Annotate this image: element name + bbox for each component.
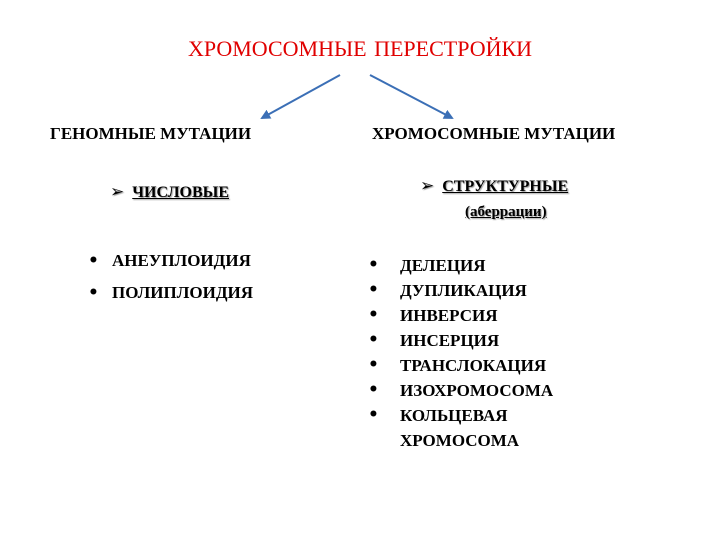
arrow-to-right-icon — [370, 75, 452, 118]
bullet-icon: • — [88, 251, 99, 271]
list-item: • ИЗОХРОМОСОМА — [368, 378, 570, 403]
left-subheading-label: ЧИСЛОВЫЕ — [132, 184, 230, 201]
right-subheading-label: СТРУКТУРНЫЕ — [442, 178, 569, 195]
arrow-to-left-icon — [262, 75, 340, 118]
list-item: • ДУПЛИКАЦИЯ — [368, 278, 570, 303]
list-item: • АНЕУПЛОИДИЯ — [88, 251, 251, 271]
diagram-title: ХРОМОСОМНЫЕ ПЕРЕСТРОЙКИ — [187, 36, 533, 61]
list-item: • ПОЛИПЛОИДИЯ — [88, 283, 254, 303]
left-heading: ГЕНОМНЫЕ МУТАЦИИ — [50, 124, 252, 143]
bullet-icon: • — [368, 380, 379, 400]
list-item: • ИНВЕРСИЯ — [368, 303, 570, 328]
bullet-icon: • — [368, 405, 379, 425]
right-list — [368, 253, 570, 453]
list-item: • КОЛЬЦЕВАЯ ХРОМОСОМА — [368, 405, 520, 450]
bullet-icon: • — [368, 255, 379, 275]
left-list — [88, 251, 253, 315]
list-item: • ДЕЛЕЦИЯ — [368, 253, 570, 278]
arrowhead-icon: ➢ — [110, 182, 125, 202]
right-subheading — [420, 176, 568, 196]
list-item: • ТРАНСЛОКАЦИЯ — [368, 353, 570, 378]
left-subheading — [110, 182, 229, 202]
bullet-icon: • — [368, 355, 379, 375]
bullet-icon: • — [368, 330, 379, 350]
list-item: • ИНСЕРЦИЯ — [368, 328, 570, 353]
arrowhead-icon: ➢ — [420, 176, 435, 196]
right-heading: ХРОМОСОМНЫЕ МУТАЦИИ — [372, 124, 616, 143]
bullet-icon: • — [368, 280, 379, 300]
right-subheading-note: (аберрации) — [465, 204, 547, 220]
bullet-icon: • — [368, 305, 379, 325]
bullet-icon: • — [88, 283, 99, 303]
